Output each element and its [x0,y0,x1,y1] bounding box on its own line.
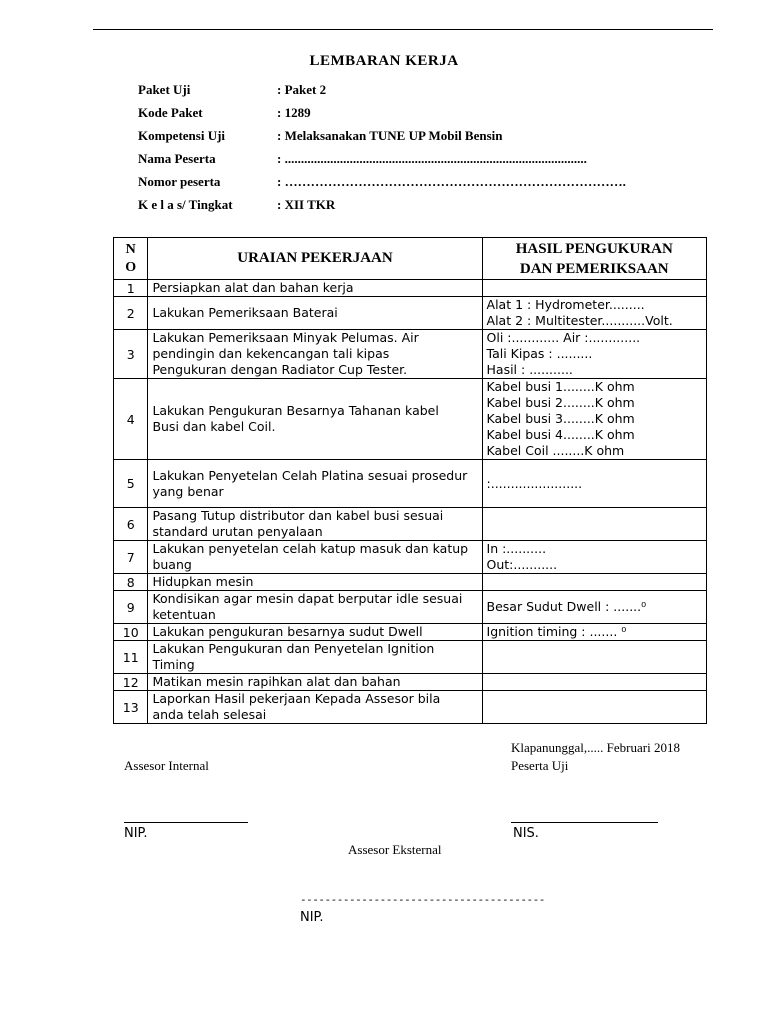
row-hasil [482,280,706,297]
info-row-nomor-peserta [138,174,626,197]
uraian-line: Lakukan Penyetelan Celah Platina sesuai prosedur [152,467,468,483]
hasil-line: Kabel Coil ........K ohm [486,443,625,458]
row-uraian [148,674,482,691]
row-hasil [482,591,706,624]
row-hasil [482,330,706,379]
row-hasil [482,574,706,591]
row-hasil [482,541,706,574]
table-row [114,691,707,724]
header-no: N O [114,238,148,280]
table-row [114,330,707,379]
work-table [113,237,707,724]
row-number: 11 [114,641,148,674]
table-row [114,624,707,641]
row-number: 9 [114,591,148,624]
signature-dash-line-external: ---------------------------------------- [300,893,545,906]
hasil-line: Alat 1 : Hydrometer......... [486,297,645,312]
uraian-line: anda telah selesai [152,707,267,722]
uraian-line: pendingin dan kekencangan tali kipas [152,346,390,361]
table-row [114,460,707,508]
nis-label: NIS. [513,826,539,841]
row-number: 1 [114,280,148,297]
row-hasil [482,674,706,691]
uraian-line: Kondisikan agar mesin dapat berputar idle sesuai [152,591,463,606]
info-block [138,82,626,220]
info-row-nama-peserta [138,151,626,174]
assessor-external-label: Assesor Eksternal [348,842,442,857]
info-row-kelas [138,197,626,220]
table-row [114,641,707,674]
info-label: Nama Peserta [138,151,216,166]
uraian-line: Pasang Tutup distributor dan kabel busi sesuai [152,508,444,523]
table-row [114,379,707,460]
row-uraian [148,691,482,724]
info-value: : ……………………………………………………………………. [277,174,626,189]
hasil-line: Kabel busi 1........K ohm [486,379,635,394]
row-number: 5 [114,460,148,508]
row-number: 3 [114,330,148,379]
row-uraian [148,641,482,674]
nip-external: NIP. [300,910,324,925]
row-hasil [482,379,706,460]
hasil-line: :....................... [486,475,583,491]
info-label: Paket Uji [138,82,191,97]
uraian-line: Pengukuran dengan Radiator Cup Tester. [152,362,408,377]
hasil-line: Out:........... [486,557,558,572]
row-uraian [148,508,482,541]
row-number: 12 [114,674,148,691]
table-row [114,297,707,330]
hasil-line: In :.......... [486,541,547,556]
uraian-line: Lakukan Pemeriksaan Baterai [152,305,338,320]
row-uraian [148,280,482,297]
assessor-internal-label: Assesor Internal [124,758,209,773]
uraian-line: buang [152,557,192,572]
row-number: 4 [114,379,148,460]
uraian-line: Lakukan pengukuran besarnya sudut Dwell [152,624,423,639]
table-row [114,574,707,591]
uraian-line: ketentuan [152,607,216,622]
signature-line-peserta [511,822,658,823]
top-rule [93,29,713,30]
table-row [114,280,707,297]
row-uraian [148,541,482,574]
row-uraian [148,297,482,330]
info-value: : Paket 2 [277,82,327,97]
uraian-line: Laporkan Hasil pekerjaan Kepada Assesor bila [152,691,441,706]
info-label: Kompetensi Uji [138,128,226,143]
table-body [114,280,707,724]
hasil-line: Oli :............ Air :............. [486,330,641,345]
row-uraian [148,330,482,379]
header-uraian: URAIAN PEKERJAAN [148,238,482,280]
hasil-line: Besar Sudut Dwell : .......⁰ [486,599,647,614]
uraian-line: Lakukan Pengukuran Besarnya Tahanan kabel [152,403,439,418]
page-title: LEMBARAN KERJA [309,53,459,69]
row-hasil [482,460,706,508]
table-row [114,674,707,691]
row-hasil [482,297,706,330]
row-hasil [482,641,706,674]
header-hasil: HASIL PENGUKURAN DAN PEMERIKSAAN [482,238,706,280]
hasil-line: Ignition timing : ....... ⁰ [486,624,627,639]
row-number: 13 [114,691,148,724]
uraian-line: Lakukan Pengukuran dan Penyetelan Ignition [152,641,435,656]
row-number: 7 [114,541,148,574]
info-row-kompetensi-uji [138,128,626,151]
info-value: : XII TKR [277,197,336,212]
hasil-line: Tali Kipas : ......... [486,346,593,361]
hasil-line: Hasil : ........... [486,362,573,377]
info-value: : Melaksanakan TUNE UP Mobil Bensin [277,128,503,143]
uraian-line: yang benar [152,483,224,499]
hasil-line: Kabel busi 4........K ohm [486,427,635,442]
row-number: 8 [114,574,148,591]
row-uraian [148,460,482,508]
uraian-line: Persiapkan alat dan bahan kerja [152,280,354,295]
uraian-line: standard urutan penyalaan [152,524,323,539]
info-label: Kode Paket [138,105,203,120]
uraian-line: Lakukan penyetelan celah katup masuk dan katup [152,541,469,556]
row-uraian [148,379,482,460]
row-uraian [148,624,482,641]
nip-internal: NIP. [124,826,148,841]
hasil-line: Kabel busi 2........K ohm [486,395,635,410]
info-label: Nomor peserta [138,174,221,189]
uraian-line: Busi dan kabel Coil. [152,419,276,434]
row-hasil [482,691,706,724]
info-value: : 1289 [277,105,311,120]
info-row-paket-uji [138,82,626,105]
row-uraian [148,574,482,591]
hasil-line: Kabel busi 3........K ohm [486,411,635,426]
table-row [114,508,707,541]
row-hasil [482,624,706,641]
peserta-label: Peserta Uji [511,758,569,773]
info-row-kode-paket [138,105,626,128]
place-date: Klapanunggal,..... Februari 2018 [511,740,680,755]
info-value: : ............................................................................................. [277,151,587,166]
row-hasil [482,508,706,541]
uraian-line: Timing [152,657,195,672]
table-row [114,541,707,574]
uraian-line: Matikan mesin rapihkan alat dan bahan [152,674,401,689]
row-number: 10 [114,624,148,641]
hasil-line: Alat 2 : Multitester...........Volt. [486,313,673,328]
uraian-line: Hidupkan mesin [152,574,254,589]
uraian-line: Lakukan Pemeriksaan Minyak Pelumas. Air [152,330,419,345]
signature-line-internal [124,822,248,823]
row-uraian [148,591,482,624]
info-label: K e l a s/ Tingkat [138,197,233,212]
row-number: 6 [114,508,148,541]
table-header-row [114,238,707,280]
row-number: 2 [114,297,148,330]
table-row [114,591,707,624]
